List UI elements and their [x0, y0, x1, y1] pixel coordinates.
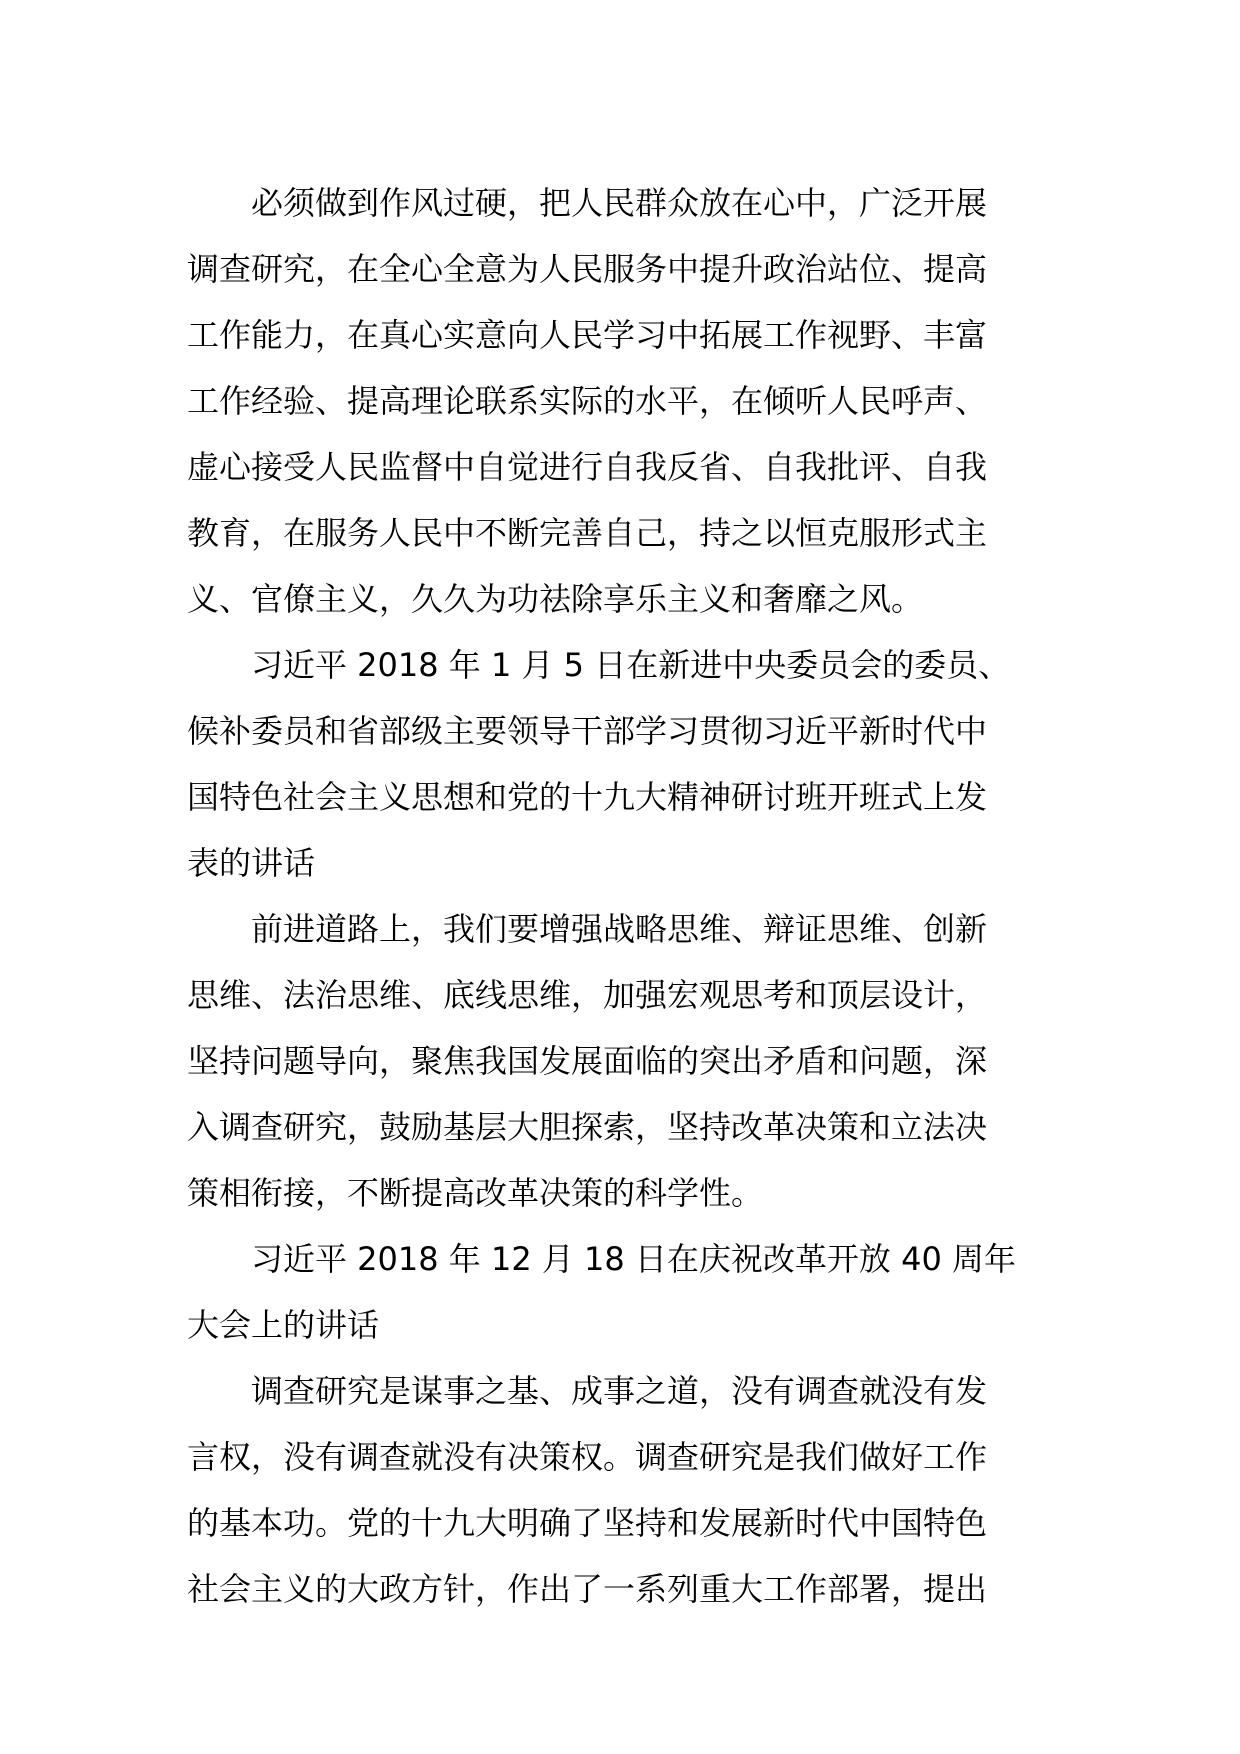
text-line: 坚持问题导向，聚焦我国发展面临的突出矛盾和问题，深	[187, 1042, 988, 1080]
paragraph-1	[187, 170, 1057, 632]
text-line: 表的讲话	[187, 844, 316, 882]
text-line: 的基本功。党的十九大明确了坚持和发展新时代中国特色	[187, 1504, 988, 1542]
text-line: 教育，在服务人民中不断完善自己，持之以恒克服形式主	[187, 514, 988, 552]
text-line: 义、官僚主义，久久为功祛除享乐主义和奢靡之风。	[187, 580, 924, 618]
text-line: 入调查研究，鼓励基层大胆探索，坚持改革决策和立法决	[187, 1108, 988, 1146]
document-body	[187, 170, 1057, 1622]
text-line: 思维、法治思维、底线思维，加强宏观思考和顶层设计，	[187, 976, 988, 1014]
text-line: 国特色社会主义思想和党的十九大精神研讨班开班式上发	[187, 778, 988, 816]
paragraph-4-source	[187, 1226, 1057, 1358]
paragraph-5	[187, 1358, 1057, 1622]
text-line: 大会上的讲话	[187, 1306, 380, 1344]
text-line: 习近平 2018 年 12 月 18 日在庆祝改革开放 40 周年	[251, 1240, 1016, 1278]
text-line: 工作经验、提高理论联系实际的水平，在倾听人民呼声、	[187, 382, 988, 420]
text-line: 必须做到作风过硬，把人民群众放在心中，广泛开展	[251, 184, 988, 222]
text-line: 调查研究是谋事之基、成事之道，没有调查就没有发	[251, 1372, 988, 1410]
text-line: 前进道路上，我们要增强战略思维、辩证思维、创新	[251, 910, 988, 948]
text-line: 虚心接受人民监督中自觉进行自我反省、自我批评、自我	[187, 448, 988, 486]
text-line: 候补委员和省部级主要领导干部学习贯彻习近平新时代中	[187, 712, 988, 750]
text-line: 社会主义的大政方针，作出了一系列重大工作部署，提出	[187, 1570, 988, 1608]
paragraph-3	[187, 896, 1057, 1226]
text-line: 策相衔接，不断提高改革决策的科学性。	[187, 1174, 764, 1212]
text-line: 习近平 2018 年 1 月 5 日在新进中央委员会的委员、	[251, 646, 1011, 684]
paragraph-2-source	[187, 632, 1057, 896]
text-line: 调查研究，在全心全意为人民服务中提升政治站位、提高	[187, 250, 988, 288]
text-line: 言权，没有调查就没有决策权。调查研究是我们做好工作	[187, 1438, 988, 1476]
text-line: 工作能力，在真心实意向人民学习中拓展工作视野、丰富	[187, 316, 988, 354]
